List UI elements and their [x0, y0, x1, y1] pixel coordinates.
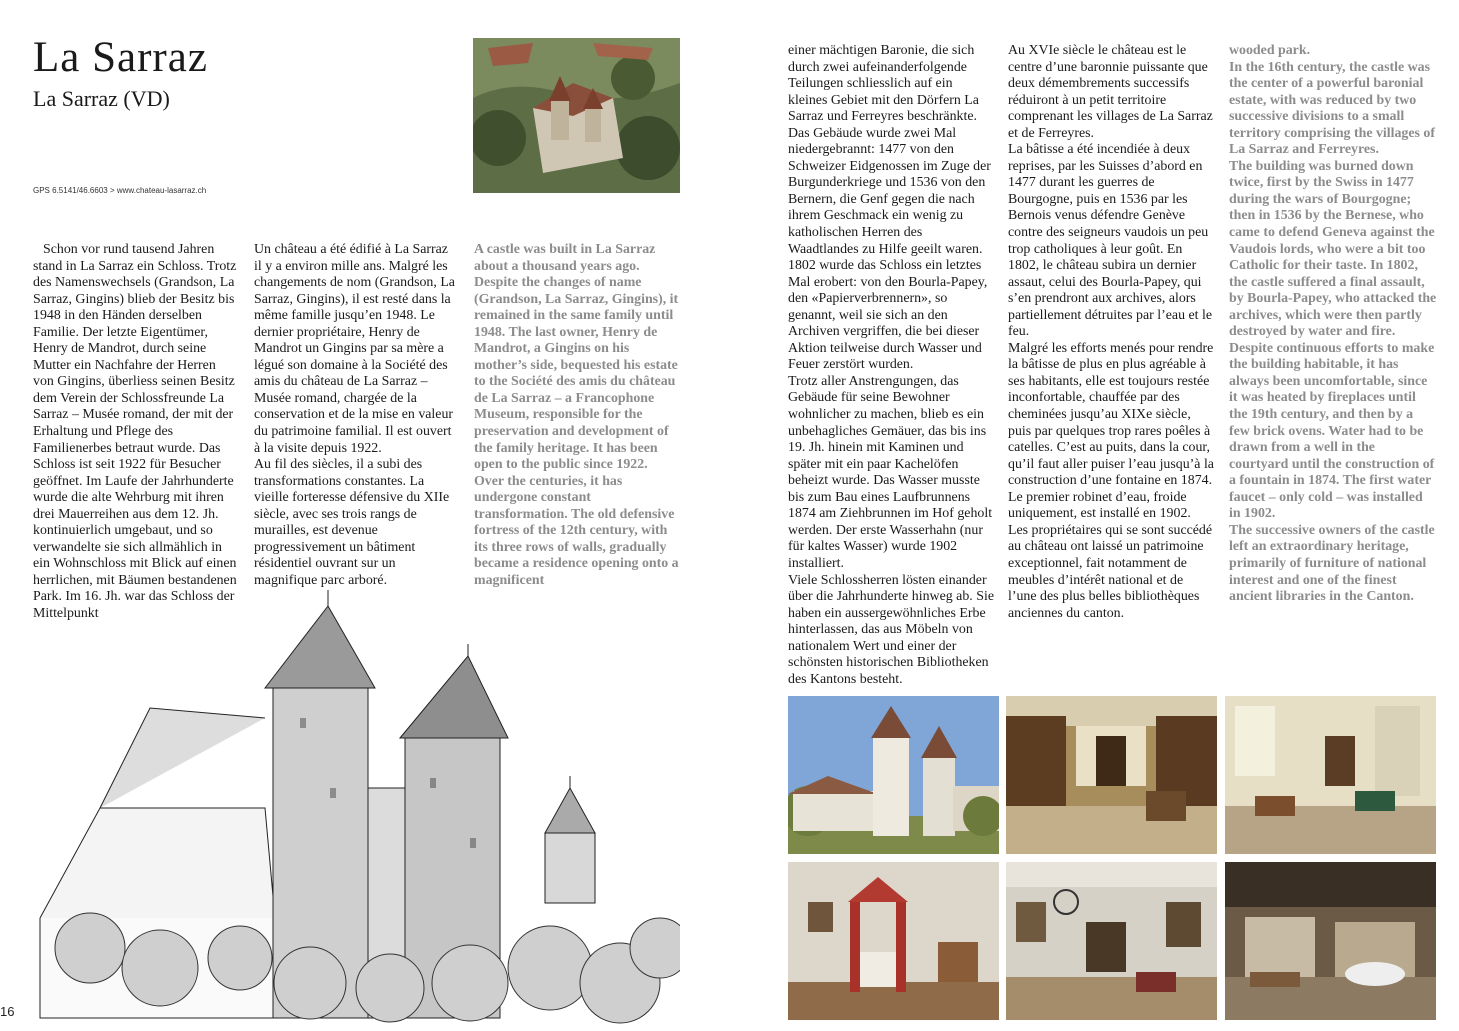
german-column-2	[788, 43, 995, 688]
french-paragraph: Au fil des siècles, il a subi des transformations constantes. La vieille forteresse défensive du XIIe siècle, avec ses trois rangs de murailles, est devenue progressivement un bâtiment résidentiel ouvrant sur un magnifique parc arboré.	[254, 457, 450, 588]
german-paragraph: Trotz aller Anstrengungen, das Gebäude für seine Bewohner wohnlicher zu machen, blieb es ein unbehagliches Gemäuer, das bis ins 19. Jh. hinein mit Kaminen und später mit ein paar Kachelöfen beheizt wurde. Das Wasser musste bis zum Bau eines Laufbrunnens 1874 am Ziehbrunnen im Hof geholt werden. Der erste Wasserhahn (nur für kaltes Wasser) wurde 1902 installiert.	[788, 373, 993, 571]
english-paragraph: The successive owners of the castle left an extraordinary heritage, primarily of furniture of national interest and one of the finest ancient libraries in the Canton.	[1229, 522, 1435, 605]
castle-drawing	[30, 588, 680, 1024]
english-column-2	[1229, 43, 1437, 606]
german-paragraph: Viele Schlossherren lösten einander über die Jahrhunderte hinweg ab. Sie haben ein aussergewöhnliches Erbe hinterlassen, das aus Möbeln von nationalem Wert und einer der schönsten historischen Bibliotheken des Kantons besteht.	[788, 572, 994, 687]
french-paragraph: Un château a été édifié à La Sarraz il y a environ mille ans. Malgré les changements de nom (Grandson, La Sarraz, Gingins), il est resté dans la même famille jusqu’en 1948. Le dernier propriétaire, Henry de Mandrot un Gingins par sa mère a légué son domaine à la Société des amis du château de La Sarraz – Musée romand, chargée de la conservation et de la mise en valeur du patrimoine familial. Il est ouvert à la visite depuis 1922.	[254, 242, 455, 456]
great-hall-photo	[1006, 862, 1217, 1020]
french-paragraph: Au XVIe siècle le château est le centre d’une baronnie puissante que deux démembrements successifs réduiront à un petit territoire comprenant les villages de La Sarraz et de Ferreyres.	[1008, 43, 1213, 141]
french-column-1	[254, 242, 458, 589]
english-paragraph: A castle was built in La Sarraz about a thousand years ago. Despite the changes of name (Grandson, La Sarraz, Gingins), it remained in the same family until 1948. The last owner, Henry de Mandrot, a Gingins on his mother’s side, bequested his estate to the Société des amis du château de La Sarraz – a Francophone Museum, responsible for the preservation and development of the family heritage. It has been open to the public since 1922.	[474, 242, 679, 473]
kitchen-photo	[1225, 862, 1436, 1020]
page-subtitle: La Sarraz (VD)	[33, 86, 170, 111]
bedroom-photo	[788, 862, 999, 1020]
german-paragraph: Schon vor rund tausend Jahren stand in La Sarraz ein Schloss. Trotz des Namenswechsels (Grandson, La Sarraz, Gingins) blieb der Besitz bis 1948 in den Händen derselben Familie. Der letzte Eigentümer, Henry de Mandrot, durch seine Mutter ein Nachfahre der Herren von Gingins, überliess seinen Besitz dem Verein der Schlossfreunde La Sarraz – Musée romand, der mit der Erhaltung und Pflege des Familienerbes betraut wurde. Das Schloss ist seit 1922 für Besucher geöffnet. Im Laufe der Jahrhunderte wurde die alte Wehrburg mit ihren drei Mauerreihen aus dem 12. Jh. kontinuierlich umgebaut, und so verwandelte sie sich allmählich in ein Wohnschloss mit Blick auf einen herrlichen, mit Bäumen bestandenen Park. Im 16. Jh. war das Schloss der Mittelpunkt	[33, 242, 237, 622]
french-paragraph: La bâtisse a été incendiée à deux reprises, par les Suisses d’abord en 1477 durant les guerres de Bourgogne, puis en 1536 par les Bernois venus défendre Genève contre des seigneurs vaudois un peu trop catholiques à leur goût. En 1802, le château subira un dernier assaut, celui des Bourla-Papey, qui s’en prendront aux archives, alors partiellement détruites par l’eau et le feu.	[1008, 142, 1213, 340]
english-paragraph: The building was burned down twice, first by the Swiss in 1477 during the wars of Bourgogne; then in 1536 by the Bernese, who came to defend Geneva against the Vaudois lords, who were a bit too Catholic for their taste. In 1802, the castle suffered a final assault, by Bourla-Papey, who attacked the archives, which were then partly destroyed by water and fire.	[1229, 158, 1437, 340]
page-number: 16	[0, 1004, 15, 1019]
salon-photo	[1225, 696, 1436, 854]
english-paragraph: Over the centuries, it has undergone constant transformation. The old defensive fortress of the 12th century, with its three rows of walls, gradually became a residence opening onto a magnificent	[474, 473, 679, 588]
german-paragraph: einer mächtigen Baronie, die sich durch zwei aufeinanderfolgende Teilungen schliesslich auf ein kleines Gebiet mit den Dörfern La Sarraz und Ferreyres beschränkte. Das Gebäude wurde zwei Mal niedergebrannt: 1477 von den Schweizer Eidgenossen im Zuge der Burgunderkriege und 1536 von den Bernern, die Genf gegen die nach ihrem Geschmack ein wenig zu katholischen Herren des Waadtlandes zu Hilfe geeilt waren. 1802 wurde das Schloss ein letztes Mal erobert: von den Bourla-Papey, den «Papierverbrennern», so genannt, weil sie sich an den Archiven vergriffen, die bei dieser Aktion teilweise durch Wasser und Feuer zerstört wurden.	[788, 43, 991, 373]
french-paragraph: Malgré les efforts menés pour rendre la bâtisse de plus en plus agréable à ses habitants, elle est toujours restée inconfortable, chauffée par des cheminées jusqu’au XIXe siècle, puis par quelques trop rares poêles à catelles. C’est au puits, dans la cour, qu’il faut aller puiser l’eau jusqu’à la construction d’une fontaine en 1874. Le premier robinet d’eau, froide uniquement, est installé en 1902.	[1008, 340, 1214, 522]
library-photo	[1006, 696, 1217, 854]
aerial-photo	[473, 38, 680, 193]
german-column-1	[33, 242, 237, 623]
english-column-1	[474, 242, 682, 589]
french-paragraph: Les propriétaires qui se sont succédé au château ont laissé un patrimoine exceptionnel, fait notamment de meubles d’intérêt national et de l’une des plus belles bibliothèques anciennes du canton.	[1008, 522, 1213, 621]
english-paragraph: In the 16th century, the castle was the center of a powerful baronial estate, with was reduced by two successive divisions to a small territory comprising the villages of La Sarraz and Ferreyres.	[1229, 59, 1435, 158]
castle-exterior-photo	[788, 696, 999, 854]
gps-info: GPS 6.5141/46.6603 > www.chateau-lasarraz.ch	[33, 186, 207, 195]
english-paragraph: wooded park.	[1229, 43, 1311, 58]
page-title: La Sarraz	[33, 34, 208, 81]
english-paragraph: Despite continuous efforts to make the building habitable, it has always been uncomfortable, since it was heated by fireplaces until the 19th century, and then by a few brick ovens. Water had to be drawn from a well in the courtyard until the construction of a fountain in 1874. The first water faucet – only cold – was installed in 1902.	[1229, 340, 1435, 522]
french-column-2	[1008, 43, 1215, 622]
